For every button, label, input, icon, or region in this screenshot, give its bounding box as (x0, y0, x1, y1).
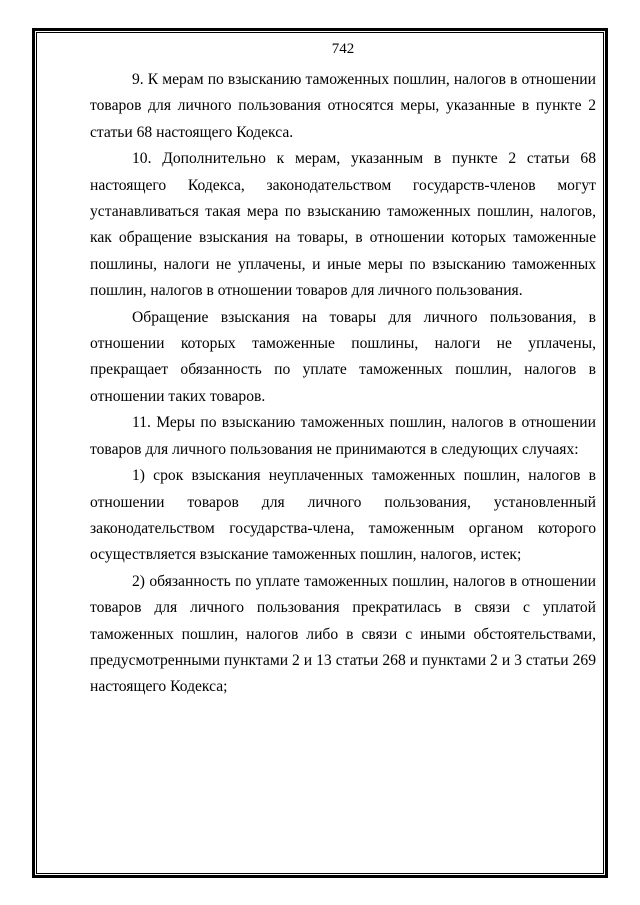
paragraph-10: 10. Дополнительно к мерам, указанным в пункте 2 статьи 68 настоящего Кодекса, законодательством государств-членов могут устанавливаться такая мера по взысканию таможенных пошлин, налогов, как обращение взыскания на товары, в отношении которых таможенные пошлины, налоги не уплачены, и иные меры по взысканию таможенных пошлин, налогов в отношении товаров для личного пользования. (90, 150, 596, 300)
paragraph-11-item-2: 2) обязанность по уплате таможенных пошлин, налогов в отношении товаров для личного пользования прекратилась в связи с уплатой таможенных пошлин, налогов либо в связи с иными обстоятельствами, предусмотренными пунктами 2 и 13 статьи 268 и пунктами 2 и 3 статьи 269 настоящего Кодекса; (90, 572, 596, 696)
paragraph-10-continuation: Обращение взыскания на товары для личного пользования, в отношении которых таможенные пошлины, налоги не уплачены, прекращает обязанность по уплате таможенных пошлин, налогов в отношении таких товаров. (90, 308, 596, 405)
document-body (90, 40, 596, 701)
paragraph-11: 11. Меры по взысканию таможенных пошлин, налогов в отношении товаров для личного пользования не принимаются в следующих случаях: (90, 414, 596, 458)
page-number: 742 (331, 41, 355, 57)
paragraph-9: 9. К мерам по взысканию таможенных пошлин, налогов в отношении товаров для личного пользования относятся меры, указанные в пункте 2 статьи 68 настоящего Кодекса. (90, 71, 596, 141)
paragraph-11-item-1: 1) срок взыскания неуплаченных таможенных пошлин, налогов в отношении товаров для личного пользования, установленный законодательством государства-члена, таможенным органом которого осуществляется взыскание таможенных пошлин, налогов, истек; (90, 467, 596, 564)
